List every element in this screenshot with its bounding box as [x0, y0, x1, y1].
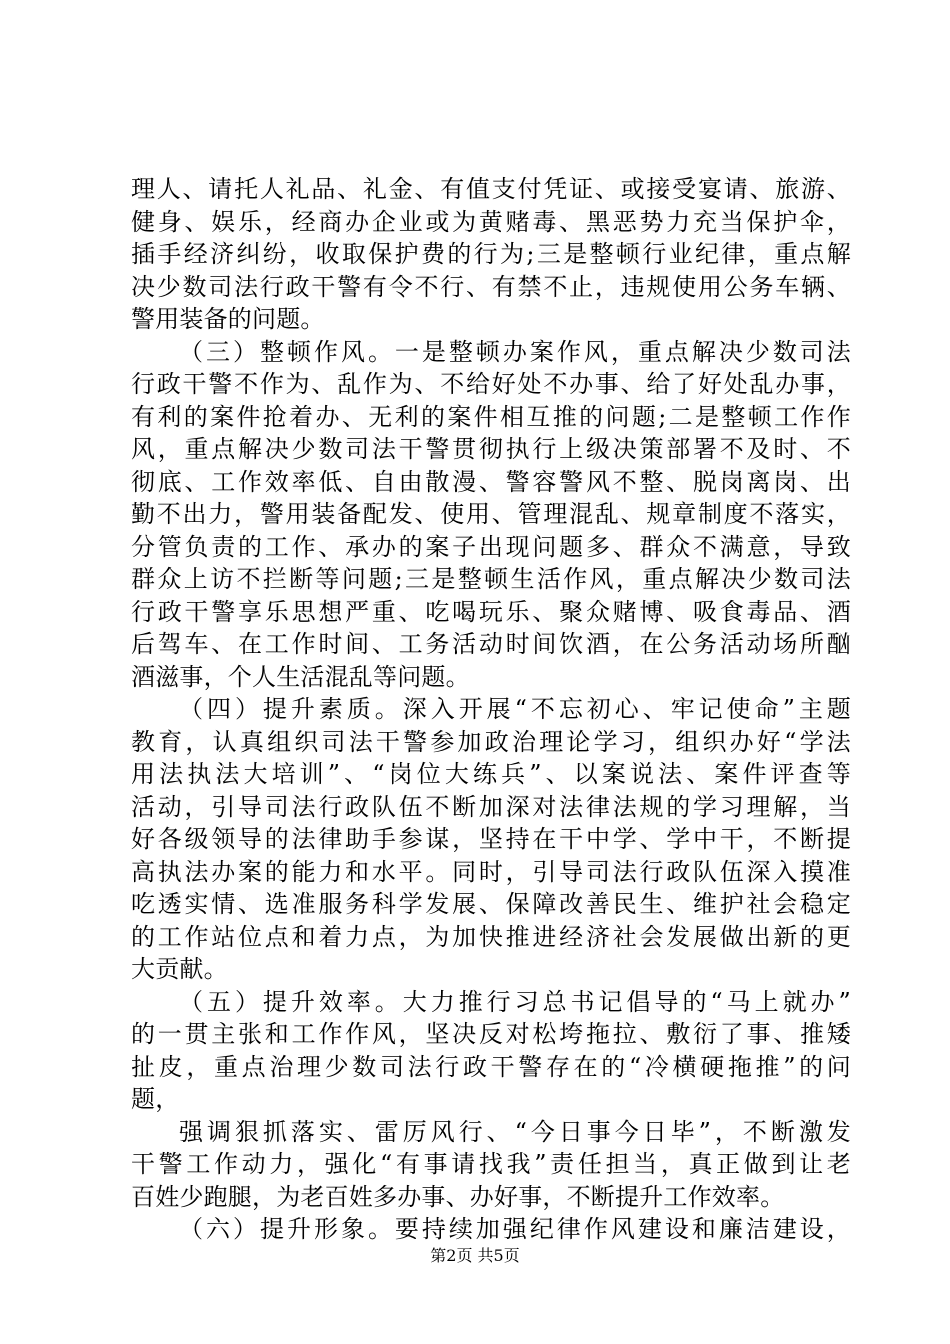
text-line: 行政干警不作为、乱作为、不给好处不办事、给了好处乱办事， — [131, 370, 851, 398]
paragraph-start-line: （三）整顿作风。一是整顿办案作风，重点解决少数司法 — [179, 337, 851, 366]
page-footer — [0, 1243, 950, 1266]
paragraph-start-line: 强调狠抓落实、雷厉风行、“今日事今日毕”，不断激发 — [179, 1117, 851, 1146]
text-line: 的一贯主张和工作作风，坚决反对松垮拖拉、敷衍了事、推矮 — [131, 1020, 851, 1048]
text-line: 教育，认真组织司法干警参加政治理论学习，组织办好“学法 — [131, 727, 851, 756]
text-line: 题， — [131, 1085, 180, 1113]
text-line: 百姓少跑腿，为老百姓多办事、办好事，不断提升工作效率。 — [131, 1182, 785, 1211]
text-line: 干警工作动力，强化“有事请找我”责任担当，真正做到让老 — [131, 1150, 851, 1178]
text-line: 健身、娱乐，经商办企业或为黄赌毒、黑恶势力充当保护伞， — [131, 207, 851, 236]
text-line: 大贡献。 — [131, 955, 228, 983]
paragraph-start-line: （六）提升形象。要持续加强纪律作风建设和廉洁建设， — [179, 1215, 851, 1243]
text-line: 好各级领导的法律助手参谋，坚持在干中学、学中干，不断提 — [131, 825, 851, 853]
text-line: 勤不出力，警用装备配发、使用、管理混乱、规章制度不落实， — [131, 500, 851, 528]
text-line: 分管负责的工作、承办的案子出现问题多、群众不满意，导致 — [131, 532, 851, 561]
text-line: 有利的案件抢着办、无利的案件相互推的问题;二是整顿工作作 — [131, 402, 851, 431]
text-line: 扯皮，重点治理少数司法行政干警存在的“冷横硬拖推”的问 — [131, 1052, 851, 1081]
text-line: 用法执法大培训”、“岗位大练兵”、以案说法、案件评查等 — [131, 760, 851, 788]
text-line: 后驾车、在工作时间、工务活动时间饮酒，在公务活动场所酗 — [131, 630, 851, 658]
text-line: 的工作站位点和着力点，为加快推进经济社会发展做出新的更 — [131, 922, 851, 951]
paragraph-start-line: （四）提升素质。深入开展“不忘初心、牢记使命”主题 — [179, 695, 851, 723]
text-line: 决少数司法行政干警有令不行、有禁不止，违规使用公务车辆、 — [131, 272, 851, 301]
text-line: 吃透实情、选准服务科学发展、保障改善民生、维护社会稳定 — [131, 890, 851, 918]
text-line: 警用装备的问题。 — [131, 305, 325, 333]
text-line: 活动，引导司法行政队伍不断加深对法律法规的学习理解，当 — [131, 792, 851, 821]
text-line: 高执法办案的能力和水平。同时，引导司法行政队伍深入摸准 — [131, 857, 851, 886]
text-line: 酒滋事，个人生活混乱等问题。 — [131, 662, 470, 691]
text-line: 彻底、工作效率低、自由散漫、警容警风不整、脱岗离岗、出 — [131, 467, 851, 496]
text-line: 插手经济纠纷，收取保护费的行为;三是整顿行业纪律，重点解 — [131, 240, 851, 268]
page-number-label: 第2页 共5页 — [430, 1246, 520, 1265]
body-text — [131, 173, 851, 1246]
text-line: 群众上访不拦断等问题;三是整顿生活作风，重点解决少数司法 — [131, 565, 851, 593]
text-line: 行政干警享乐思想严重、吃喝玩乐、聚众赌博、吸食毒品、酒 — [131, 597, 851, 626]
text-line: 风，重点解决少数司法干警贯彻执行上级决策部署不及时、不 — [131, 435, 851, 463]
paragraph-start-line: （五）提升效率。大力推行习总书记倡导的“马上就办” — [179, 987, 851, 1016]
text-line: 理人、请托人礼品、礼金、有值支付凭证、或接受宴请、旅游、 — [131, 175, 851, 203]
